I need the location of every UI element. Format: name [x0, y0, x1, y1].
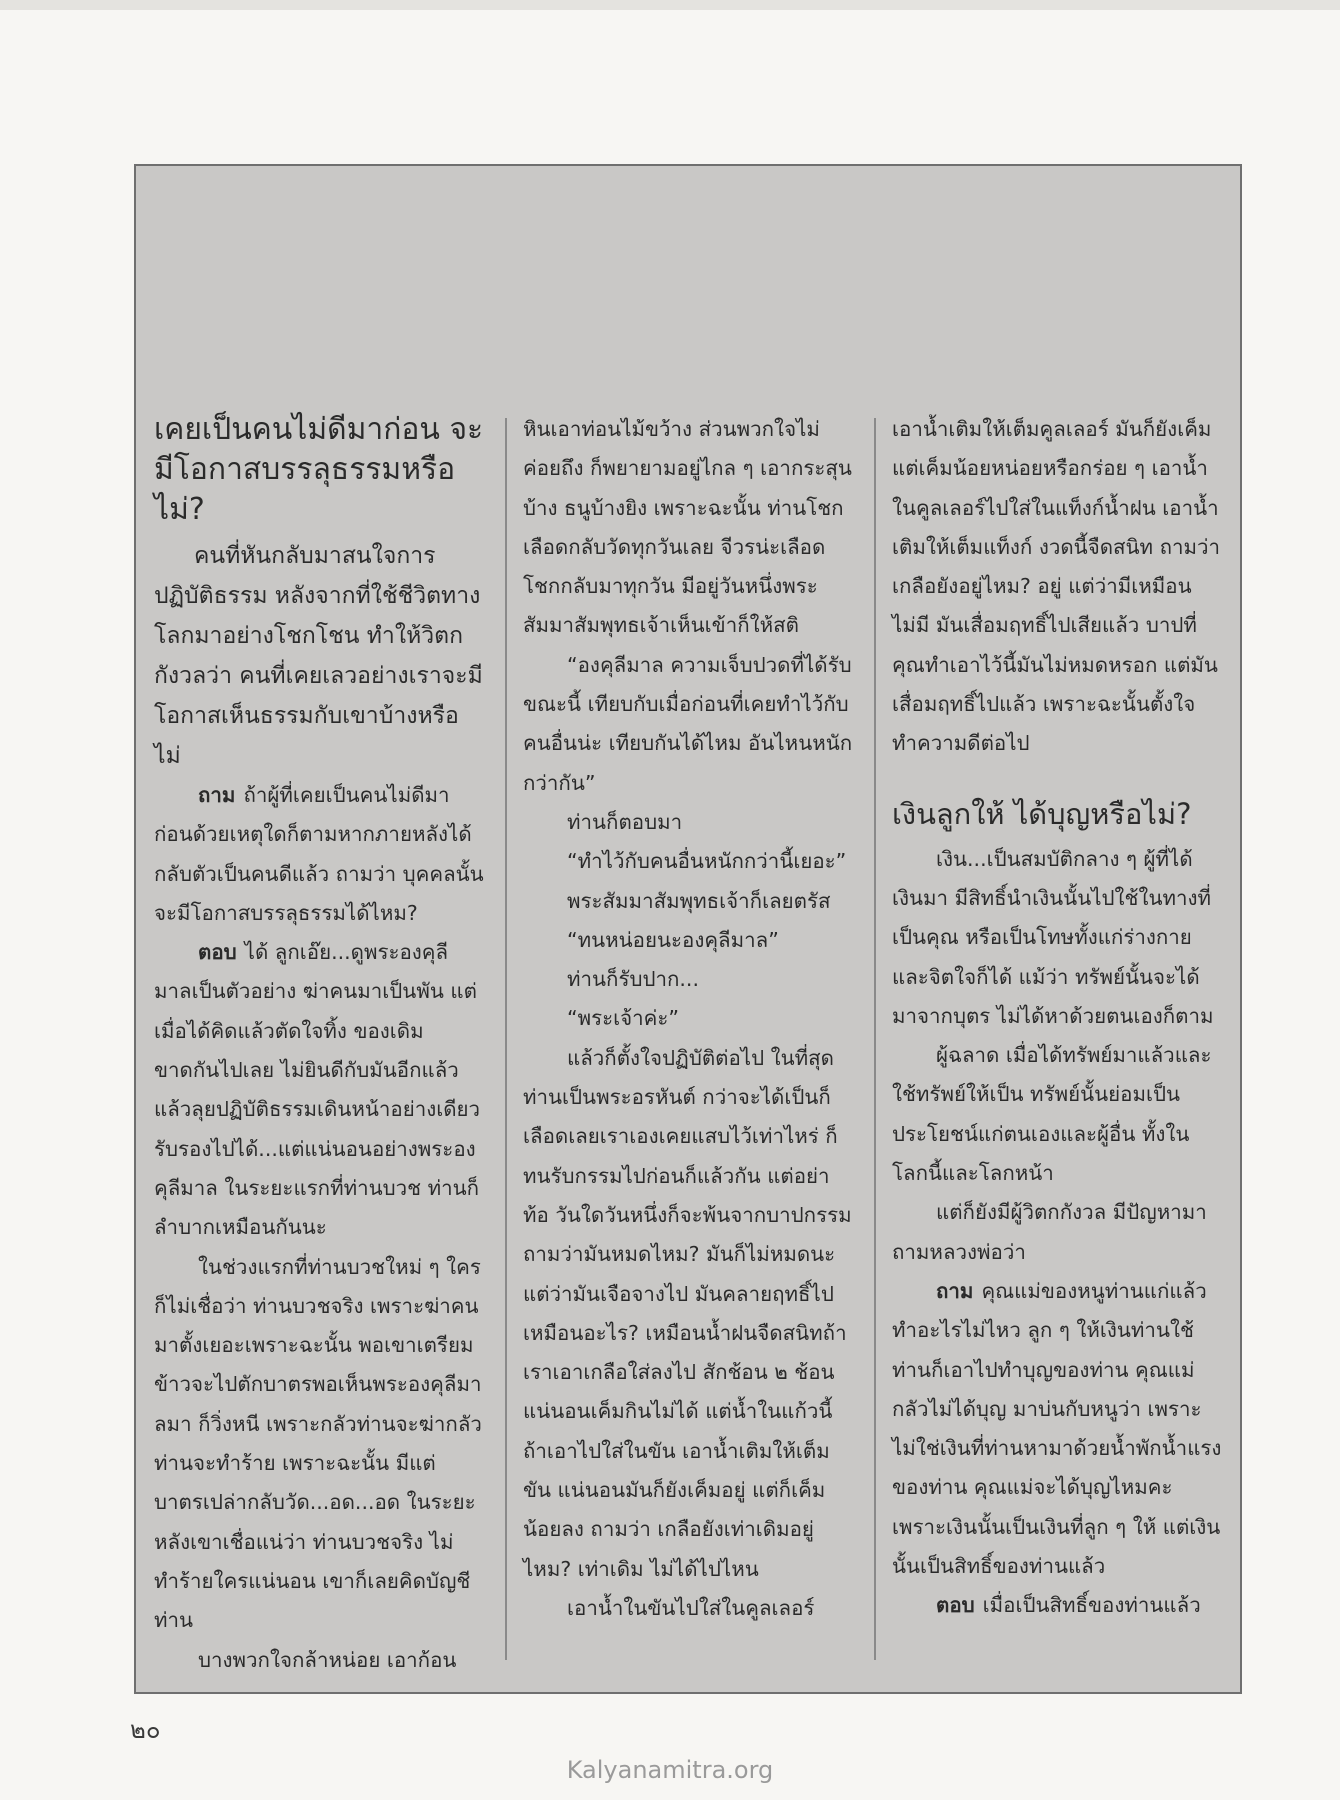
- answer-text: เมื่อเป็นสิทธิ์ของท่านแล้ว: [982, 1593, 1201, 1618]
- dialogue-line: “พระเจ้าค่ะ”: [567, 1006, 680, 1031]
- body-paragraph: ผู้ฉลาด เมื่อได้ทรัพย์มาแล้วและใช้ทรัพย์ให้เป็น ทรัพย์นั้นย่อมเป็นประโยชน์แก่ตนเองและผู้อื่น ทั้งในโลกนี้และโลกหน้า: [892, 1043, 1212, 1186]
- page-number: ๒๐: [130, 1716, 161, 1744]
- question-text: คุณแม่ของหนูท่านแก่แล้ว ทำอะไรไม่ไหว ลูก ๆ ให้เงินท่านใช้ ท่านก็เอาไปทำบุญของท่าน คุณแม่กลัวไม่ได้บุญ มาบ่นกับหนูว่า เพราะไม่ใช่เงินที่ท่านหามาด้วยน้ำพักน้ำแรงของท่าน คุณแม่จะได้บุญไหมคะ เพราะเงินนั้นเป็นเงินที่ลูก ๆ ให้ แต่เงินนั้นเป็นสิทธิ์ของท่านแล้ว: [892, 1278, 1222, 1579]
- question-label: ถาม: [936, 1278, 974, 1303]
- footer-watermark: Kalyanamitra.org: [566, 1756, 774, 1784]
- answer-paragraph: [154, 933, 484, 1247]
- dialogue-line: “ทนหน่อยนะองคุลีมาล”: [567, 927, 779, 952]
- body-paragraph: เอาน้ำในขันไปใส่ในคูลเลอร์: [567, 1595, 815, 1620]
- lead-paragraph: คนที่หันกลับมาสนใจการปฏิบัติธรรม หลังจากที่ใช้ชีวิตทางโลกมาอย่างโชกโชน ทำให้วิตกกังวลว่า คนที่เคยเลวอย่างเราจะมีโอกาสเห็นธรรมกับเขาบ้างหรือไม่: [154, 543, 483, 769]
- column-divider: [874, 418, 876, 1660]
- body-paragraph: เอาน้ำเติมให้เต็มคูลเลอร์ มันก็ยังเค็มแต่เค็มน้อยหน่อยหรือกร่อย ๆ เอาน้ำในคูลเลอร์ไปใส่ในแท็งก์น้ำฝน เอาน้ำเติมให้เต็มแท็งก์ งวดนี้จืดสนิท ถามว่า เกลือยังอยู่ไหม? อยู่ แต่ว่ามีเหมือนไม่มี มันเสื่อมฤทธิ์ไปเสียแล้ว บาปที่คุณทำเอาไว้นี้มันไม่หมดหรอก แต่มันเสื่อมฤทธิ์ไปแล้ว เพราะฉะนั้นตั้งใจทำความดีต่อไป: [892, 417, 1221, 756]
- answer-text: ได้ ลูกเอ๊ย...ดูพระองคุลีมาลเป็นตัวอย่าง ฆ่าคนมาเป็นพัน แต่เมื่อได้คิดแล้วตัดใจทิ้ง ของเดิม ขาดกันไปเลย ไม่ยินดีกับมันอีกแล้ว แล้วลุยปฏิบัติธรรมเดินหน้าอย่างเดียว รับรองไปได้...แต่แน่นอนอย่างพระองคุลีมาล ในระยะแรกที่ท่านบวช ท่านก็ลำบากเหมือนกันนะ: [154, 940, 481, 1240]
- quote-paragraph: “องคุลีมาล ความเจ็บปวดที่ได้รับขณะนี้ เทียบกับเมื่อก่อนที่เคยทำไว้กับคนอื่นน่ะ เทียบกันได้ไหม อันไหนหนักกว่ากัน”: [523, 652, 853, 795]
- dialogue-line: ท่านก็รับปาก...: [567, 967, 699, 992]
- body-paragraph: หินเอาท่อนไม้ขว้าง ส่วนพวกใจไม่ค่อยถึง ก็พยายามอยู่ไกล ๆ เอากระสุนบ้าง ธนูบ้างยิง เพราะฉะนั้น ท่านโชกเลือดกลับวัดทุกวันเลย จีวรน่ะเลือดโชกกลับมาทุกวัน มีอยู่วันหนึ่งพระสัมมาสัมพุทธเจ้าเห็นเข้าก็ให้สติ: [523, 417, 852, 638]
- section-heading: เคยเป็นคนไม่ดีมาก่อน จะมีโอกาสบรรลุธรรมหรือไม่?: [154, 412, 484, 527]
- body-paragraph: เงิน...เป็นสมบัติกลาง ๆ ผู้ที่ได้เงินมา มีสิทธิ์นำเงินนั้นไปใช้ในทางที่เป็นคุณ หรือเป็นโทษทั้งแก่ร่างกายและจิตใจก็ได้ แม้ว่า ทรัพย์นั้นจะได้มาจากบุตร ไม่ได้หาด้วยตนเองก็ตาม: [892, 846, 1214, 1028]
- dialogue-line: ท่านก็ตอบมา: [567, 809, 683, 834]
- question-label: ถาม: [198, 783, 236, 807]
- answer-label: ตอบ: [198, 940, 237, 965]
- body-paragraph: ในช่วงแรกที่ท่านบวชใหม่ ๆ ใครก็ไม่เชื่อว่า ท่านบวชจริง เพราะฆ่าคนมาตั้งเยอะเพราะฉะนั้น พอเขาเตรียมข้าวจะไปตักบาตรพอเห็นพระองคุลีมาลมา ก็วิ่งหนี เพราะกลัวท่านจะฆ่ากลัวท่านจะทำร้าย เพราะฉะนั้น มีแต่บาตรเปล่ากลับวัด...อด...อด ในระยะหลังเขาเชื่อแน่ว่า ท่านบวชจริง ไม่ทำร้ายใครแน่นอน เขาก็เลยคิดบัญชีท่าน: [154, 1254, 482, 1633]
- answer-paragraph: [892, 1586, 1222, 1625]
- page-top-edge: [0, 0, 1340, 10]
- question-paragraph: [154, 776, 484, 933]
- dialogue-line: “ทำไว้กับคนอื่นหนักกว่านี้เยอะ”: [567, 849, 847, 874]
- section-heading: เงินลูกให้ ได้บุญหรือไม่?: [892, 796, 1192, 831]
- question-paragraph: [892, 1272, 1222, 1586]
- dialogue-line: พระสัมมาสัมพุทธเจ้าก็เลยตรัส: [567, 888, 831, 913]
- body-paragraph: แล้วก็ตั้งใจปฏิบัติต่อไป ในที่สุดท่านเป็นพระอรหันต์ กว่าจะได้เป็นก็เลือดเลยเราเองเคยแสบไว้เท่าไหร่ ก็ทนรับกรรมไปก่อนก็แล้วกัน แต่อย่าท้อ วันใดวันหนึ่งก็จะพ้นจากบาปกรรม ถามว่ามันหมดไหม? มันก็ไม่หมดนะ แต่ว่ามันเจือจางไป มันคลายฤทธิ์ไป เหมือนอะไร? เหมือนน้ำฝนจืดสนิทถ้าเราเอาเกลือใส่ลงไป สักช้อน ๒ ช้อน แน่นอนเค็มกินไม่ได้ แต่น้ำในแก้วนี้ ถ้าเอาไปใส่ในขัน เอาน้ำเติมให้เต็มขัน แน่นอนมันก็ยังเค็มอยู่ แต่ก็เค็มน้อยลง ถามว่า เกลือยังเท่าเดิมอยู่ไหม? เท่าเดิม ไม่ได้ไปไหน: [523, 1045, 852, 1581]
- column-3: [892, 410, 1222, 1626]
- question-text: ถ้าผู้ที่เคยเป็นคนไม่ดีมาก่อนด้วยเหตุใดก็ตามหากภายหลังได้กลับตัวเป็นคนดีแล้ว ถามว่า บุคคลนั้นจะมีโอกาสบรรลุธรรมได้ไหม?: [154, 783, 484, 925]
- answer-label: ตอบ: [936, 1593, 975, 1618]
- body-paragraph: บางพวกใจกล้าหน่อย เอาก้อน: [198, 1647, 457, 1672]
- column-2: [523, 410, 853, 1628]
- column-1: [154, 410, 484, 1680]
- column-divider: [505, 418, 507, 1660]
- body-paragraph: แต่ก็ยังมีผู้วิตกกังวล มีปัญหามาถามหลวงพ่อว่า: [892, 1200, 1207, 1264]
